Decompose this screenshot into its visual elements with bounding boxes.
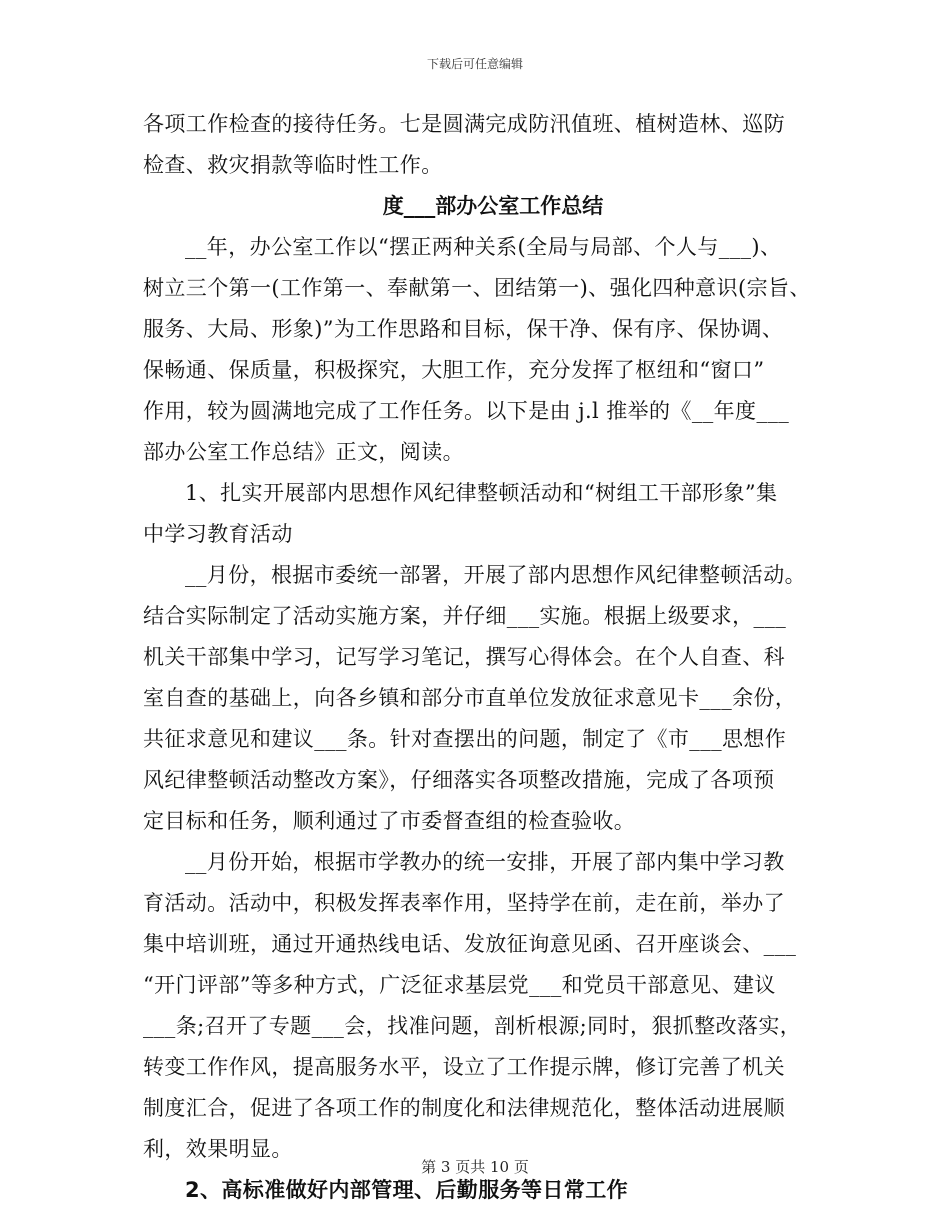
- page-footer: 第 3 页共 10 页: [421, 1158, 529, 1176]
- section-heading-1: 1、扎实开展部内思想作风纪律整顿活动和“树组工干部形象”集: [185, 481, 778, 505]
- section-heading-1: 中学习教育活动: [143, 522, 293, 546]
- intro-line: 检查、救灾捐款等临时性工作。: [143, 153, 443, 177]
- intro-line: 各项工作检查的接待任务。七是圆满完成防汛值班、植树造林、巡防: [143, 112, 785, 136]
- paragraph-line: 结合实际制定了活动实施方案，并仔细___实施。根据上级要求，___: [143, 604, 787, 628]
- document-body: [143, 104, 833, 1211]
- section-heading-2: 2、高标准做好内部管理、后勤服务等日常工作: [185, 1178, 629, 1202]
- paragraph-line: __月份，根据市委统一部署，开展了部内思想作风纪律整顿活动。: [185, 563, 806, 587]
- paragraph-line: 部办公室工作总结》正文，阅读。: [143, 440, 464, 464]
- paragraph-line: 转变工作作风，提高服务水平，设立了工作提示牌，修订完善了机关: [143, 1055, 785, 1079]
- paragraph-line: 风纪律整顿活动整改方案》，仔细落实各项整改措施，完成了各项预: [143, 768, 775, 792]
- paragraph-line: 树立三个第一(工作第一、奉献第一、团结第一)、强化四种意识(宗旨、: [143, 276, 811, 300]
- paragraph-line: 机关干部集中学习，记写学习笔记，撰写心得体会。在个人自查、科: [143, 645, 785, 669]
- paragraph-line: 定目标和任务，顺利通过了市委督查组的检查验收。: [143, 809, 636, 833]
- paragraph-line: 制度汇合，促进了各项工作的制度化和法律规范化，整体活动进展顺: [143, 1096, 785, 1120]
- paragraph-line: 服务、大局、形象)”为工作思路和目标，保干净、保有序、保协调、: [143, 317, 784, 341]
- paragraph-line: 作用，较为圆满地完成了工作任务。以下是由 j.l 推举的《__年度___: [143, 399, 790, 423]
- paragraph-line: 室自查的基础上，向各乡镇和部分市直单位发放征求意见卡___余份，: [143, 686, 797, 710]
- document-title: 度___部办公室工作总结: [382, 194, 604, 218]
- paragraph-line: __年，办公室工作以“摆正两种关系(全局与局部、个人与___)、: [185, 235, 782, 259]
- paragraph-line: 育活动。活动中，积极发挥表率作用，坚持学在前，走在前，举办了: [143, 891, 785, 915]
- paragraph-line: “开门评部”等多种方式，广泛征求基层党___和党员干部意见、建议: [143, 973, 776, 997]
- paragraph-line: ___条;召开了专题___会，找准问题，剖析根源;同时，狠抓整改落实，: [143, 1014, 802, 1038]
- paragraph-line: __月份开始，根据市学教办的统一安排，开展了部内集中学习教: [185, 850, 785, 874]
- paragraph-line: 共征求意见和建议___条。针对查摆出的问题，制定了《市___思想作: [143, 727, 787, 751]
- paragraph-line: 利，效果明显。: [143, 1137, 293, 1161]
- paragraph-line: 集中培训班，通过开通热线电话、发放征询意见函、召开座谈会、___: [143, 932, 797, 956]
- page-header-note: 下载后可任意编辑: [426, 57, 523, 71]
- paragraph-line: 保畅通、保质量，积极探究，大胆工作，充分发挥了枢纽和“窗口”: [143, 358, 765, 382]
